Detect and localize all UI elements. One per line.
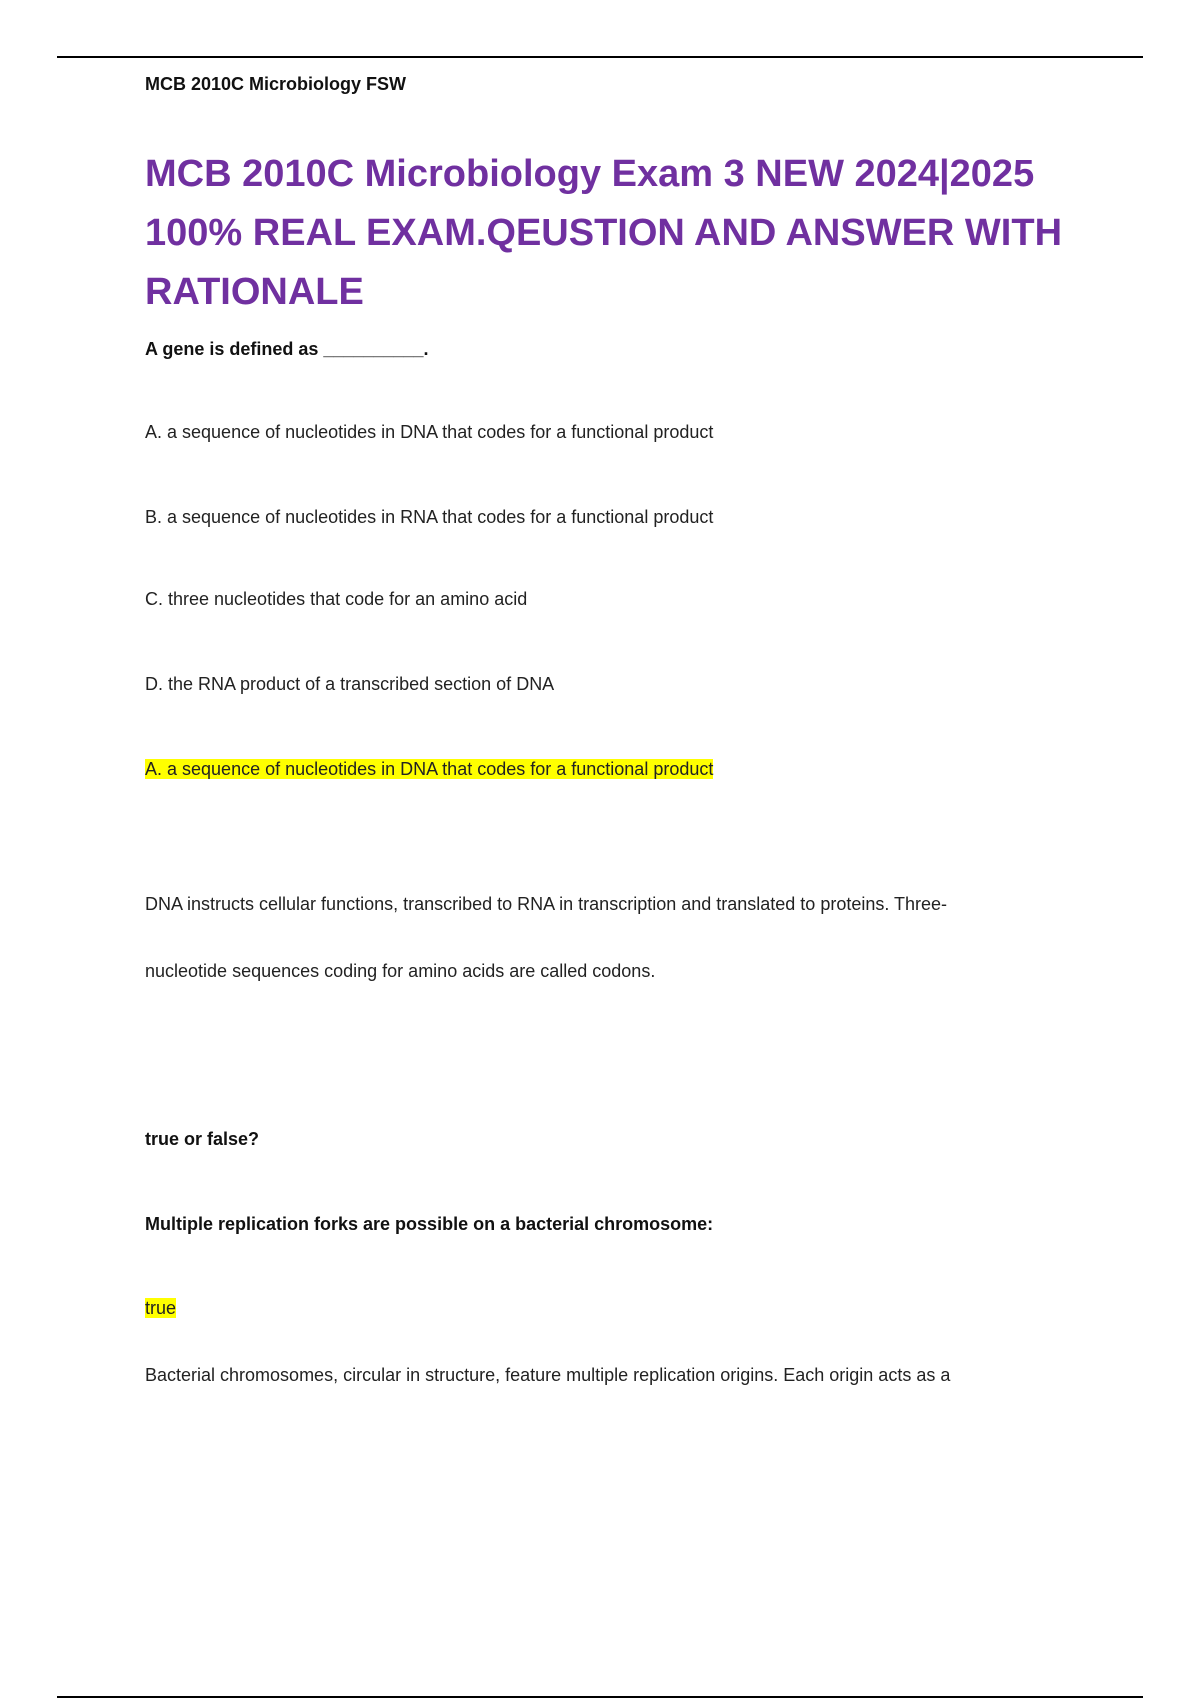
question-1-option-b: B. a sequence of nucleotides in RNA that codes for a functional product xyxy=(145,507,714,527)
question-1-prompt: A gene is defined as __________. xyxy=(145,339,429,359)
title-line-1: MCB 2010C Microbiology Exam 3 NEW 2024|2025 xyxy=(145,153,1035,195)
running-header: MCB 2010C Microbiology FSW xyxy=(145,74,407,94)
document-title xyxy=(145,145,1085,322)
title-line-3: RATIONALE xyxy=(145,271,364,313)
question-1-rationale-line-2: nucleotide sequences coding for amino acids are called codons. xyxy=(145,961,656,981)
question-1-option-c: C. three nucleotides that code for an amino acid xyxy=(145,589,528,609)
footer-rule xyxy=(57,1696,1143,1698)
title-line-2: 100% REAL EXAM.QEUSTION AND ANSWER WITH xyxy=(145,212,1063,254)
question-1-rationale-line-1: DNA instructs cellular functions, transcribed to RNA in transcription and translated to proteins. Three- xyxy=(145,894,948,914)
question-2-prompt-line-2: Multiple replication forks are possible on a bacterial chromosome: xyxy=(145,1214,714,1234)
answer-highlight: A. a sequence of nucleotides in DNA that codes for a functional product xyxy=(145,759,714,779)
question-2-answer xyxy=(145,1298,176,1319)
answer-highlight: true xyxy=(145,1298,177,1318)
question-1-answer xyxy=(145,759,713,780)
header-rule xyxy=(57,56,1143,58)
question-2-prompt-line-1: true or false? xyxy=(145,1129,260,1149)
question-1-option-d: D. the RNA product of a transcribed section of DNA xyxy=(145,674,555,694)
question-2-rationale-line-1: Bacterial chromosomes, circular in structure, feature multiple replication origins. Each origin acts as a xyxy=(145,1365,951,1385)
question-1-option-a: A. a sequence of nucleotides in DNA that codes for a functional product xyxy=(145,422,714,442)
